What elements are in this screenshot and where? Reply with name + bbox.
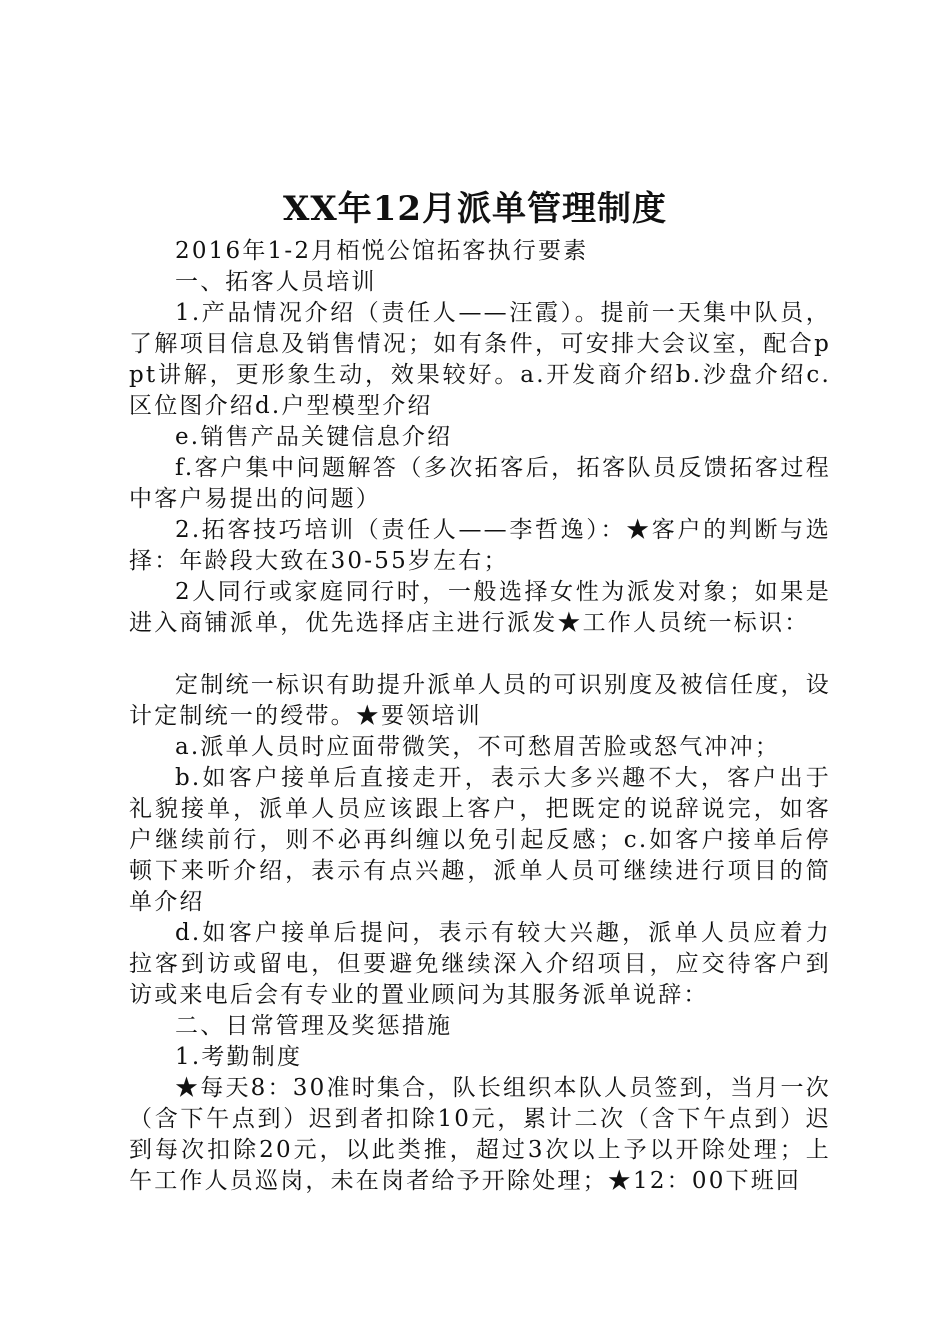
paragraph-rule-b-c: b.如客户接单后直接走开，表示大多兴趣不大，客户出于礼貌接单，派单人员应该跟上客户，把既定的说辞说完，如客户继续前行，则不必再纠缠以免引起反感；c.如客户接单后停顿下来听介绍，表示有点兴趣，派单人员可继续进行项目的简单介绍 [129, 765, 831, 915]
section-heading-training: 一、拓客人员培训 [175, 269, 377, 295]
document-title: XX年12月派单管理制度 [282, 189, 668, 229]
section-heading-management: 二、日常管理及奖惩措施 [175, 1013, 453, 1039]
paragraph-attendance-rules: ★每天8：30准时集合，队长组织本队人员签到，当月一次（含下午点到）迟到者扣除10元，累计二次（含下午点到）迟到每次扣除20元，以此类推，超过3次以上予以开除处理；上午工作人员巡岗，未在岗者给予开除处理；★12：00下班回 [129, 1075, 831, 1194]
paragraph-key-info: e.销售产品关键信息介绍 [175, 424, 453, 450]
document-body [129, 236, 831, 1197]
paragraph-target-selection: 2人同行或家庭同行时，一般选择女性为派发对象；如果是进入商铺派单，优先选择店主进行派发★工作人员统一标识： [129, 579, 831, 636]
paragraph-subtitle: 2016年1-2月栢悦公馆拓客执行要素 [175, 238, 589, 264]
paragraph-skills-training: 2.拓客技巧培训（责任人——李哲逸）：★客户的判断与选择：年龄段大致在30-55岁左右； [129, 517, 831, 574]
paragraph-faq: f.客户集中问题解答（多次拓客后，拓客队员反馈拓客过程中客户易提出的问题） [129, 455, 831, 512]
paragraph-rule-d: d.如客户接单后提问，表示有较大兴趣，派单人员应着力拉客到访或留电，但要避免继续深入介绍项目，应交待客户到访或来电后会有专业的置业顾问为其服务派单说辞： [129, 920, 831, 1008]
blank-line [129, 639, 831, 670]
paragraph-rule-a: a.派单人员时应面带微笑，不可愁眉苦脸或怒气冲冲； [175, 734, 781, 760]
paragraph-uniform-identity: 定制统一标识有助提升派单人员的可识别度及被信任度，设计定制统一的绶带。★要领培训 [129, 672, 831, 729]
paragraph-attendance-heading: 1.考勤制度 [175, 1044, 303, 1070]
paragraph-product-intro: 1.产品情况介绍（责任人——汪霞）。提前一天集中队员，了解项目信息及销售情况；如有条件，可安排大会议室，配合ppt讲解，更形象生动，效果较好。a.开发商介绍b.沙盘介绍c.区位图介绍d.户型模型介绍 [129, 300, 831, 419]
